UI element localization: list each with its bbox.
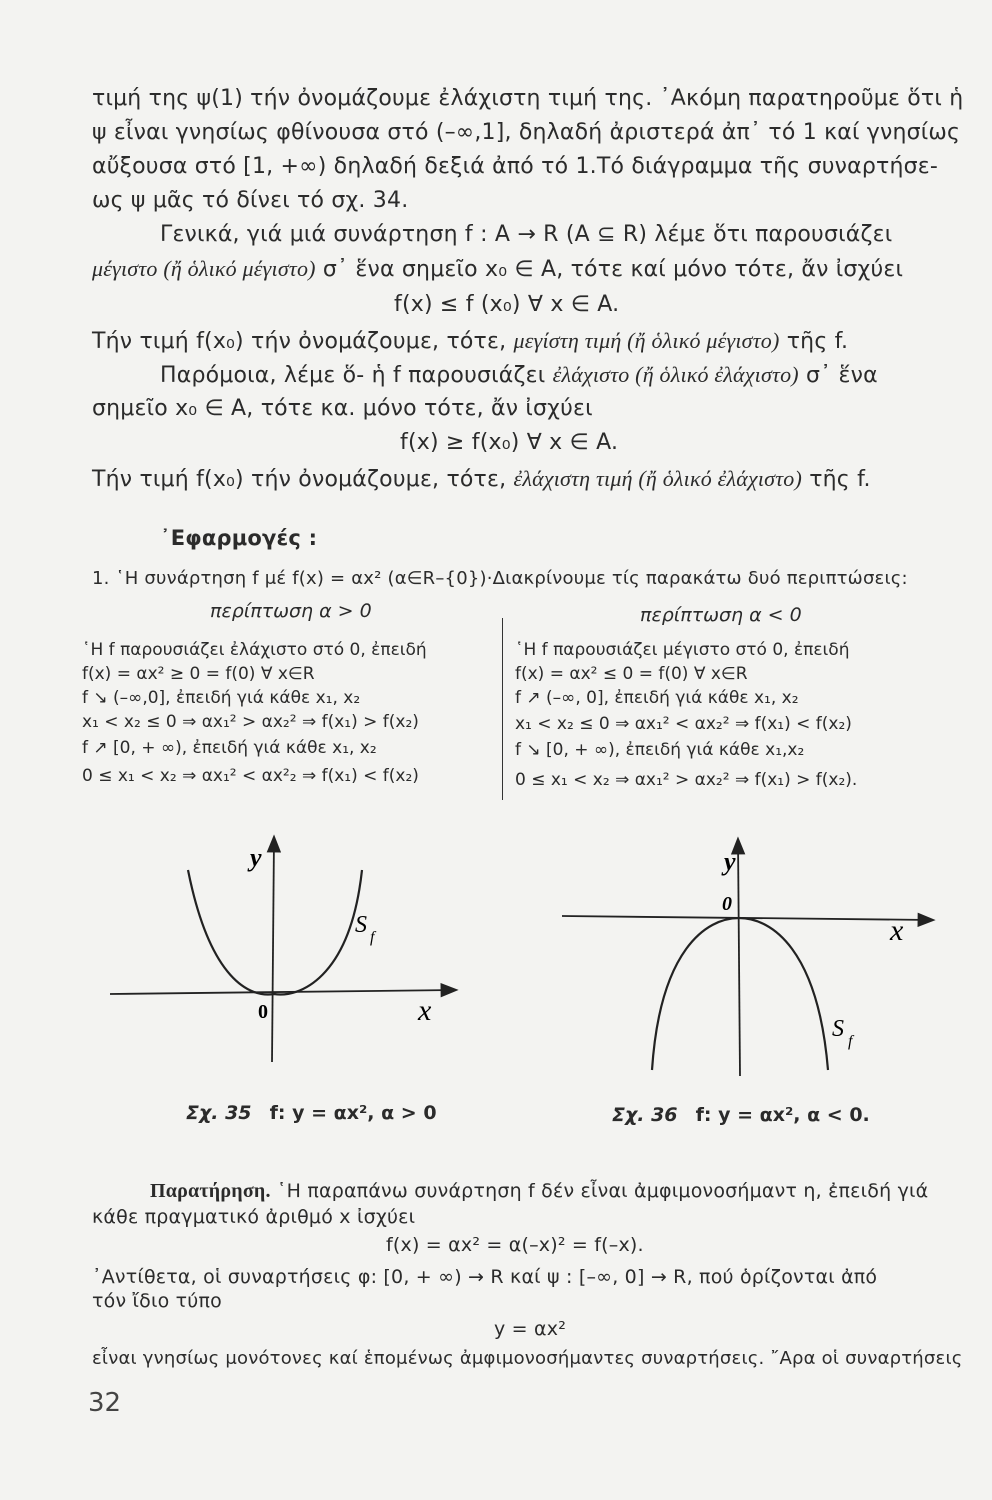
page-number: 32 xyxy=(88,1388,122,1418)
paragraph3-line3 xyxy=(92,466,871,492)
remark-line3: ᾿Αντίθετα, οἱ συναρτήσεις φ: [0, + ∞) → R καί ψ : [–∞, 0] → R, πού ὁρίζονται ἀπό xyxy=(92,1266,878,1288)
figure-36 xyxy=(556,830,946,1080)
case-left-line1: ῾Η f παρουσιάζει ἐλάχιστο στό 0, ἐπειδή xyxy=(82,640,427,660)
y-axis xyxy=(272,838,274,1062)
case-right-line5: f ↘ [0, + ∞), ἐπειδή γιά κάθε x₁,x₂ xyxy=(515,740,805,760)
paragraph2-line1: Γενικά, γιά μιά συνάρτηση f : A → R (A ⊆ R) λέμε ὅτι παρουσιάζει xyxy=(160,222,893,247)
paragraph2-line3-end: τῆς f. xyxy=(779,329,849,354)
fig35-x-label: x xyxy=(418,994,432,1027)
fig36-caption-num: Σχ. 36 xyxy=(612,1104,678,1126)
fig36-curve-label: S xyxy=(832,1016,844,1042)
fig35-curve-label: S xyxy=(355,912,367,938)
paragraph3-line3-end: τῆς f. xyxy=(802,467,871,492)
paragraph1-line4: ως ψ μᾶς τό δίνει τό σχ. 34. xyxy=(92,188,409,213)
fig36-caption-text: f: y = αx², α < 0. xyxy=(695,1104,870,1126)
case-right-line2: f(x) = αx² ≤ 0 = f(0) ∀ x∈R xyxy=(515,664,748,684)
paragraph1-line1: τιμή της ψ(1) τήν ὀνομάζουμε ἐλάχιστη τιμή της. ᾿Ακόμη παρατηροῦμε ὅτι ἡ xyxy=(92,86,964,111)
case-right-line6: 0 ≤ x₁ < x₂ ⇒ αx₁² > αx₂² ⇒ f(x₁) > f(x₂). xyxy=(515,770,858,790)
applications-heading: ᾿Εφαρμογές : xyxy=(160,526,318,550)
fig35-origin-label: 0 xyxy=(258,1001,268,1023)
case-left-line5: f ↗ [0, + ∞), ἐπειδή γιά κάθε x₁, x₂ xyxy=(82,738,377,758)
formula-maximum: f(x) ≤ f (x₀) ∀ x ∈ A. xyxy=(394,292,620,317)
column-divider xyxy=(502,618,503,800)
remark-formula1: f(x) = αx² = α(–x)² = f(–x). xyxy=(386,1234,644,1256)
paragraph3-line2: σημεῖο x₀ ∈ A, τότε κα. μόνο τότε, ἄν ἰσχύει xyxy=(92,396,593,421)
fig36-caption xyxy=(612,1104,870,1126)
parabola-up xyxy=(188,870,362,995)
fig36-origin-label: 0 xyxy=(722,893,732,915)
fig35-caption-text: f: y = αx², α > 0 xyxy=(269,1102,437,1124)
case-left-line6: 0 ≤ x₁ < x₂ ⇒ αx₁² < αx²₂ ⇒ f(x₁) < f(x₂) xyxy=(82,766,419,786)
paragraph1-line2: ψ εἶναι γνησίως φθίνουσα στό (–∞,1], δηλαδή ἀριστερά ἀπ᾿ τό 1 καί γνησίως xyxy=(92,120,961,145)
fig36-x-label: x xyxy=(890,914,904,947)
term-maximum: μέγιστο (ἤ ὁλικό μέγιστο) xyxy=(92,256,316,281)
fig35-curve-sub: f xyxy=(370,929,375,946)
term-max-value: μεγίστη τιμή (ἤ ὁλικό μέγιστο) xyxy=(513,328,780,353)
case-left-line4: x₁ < x₂ ≤ 0 ⇒ αx₁² > αx₂² ⇒ f(x₁) > f(x₂) xyxy=(82,712,419,732)
paragraph2-line2-rest: σ᾿ ἕνα σημεῖο x₀ ∈ A, τότε καί μόνο τότε, ἄν ἰσχύει xyxy=(315,257,904,282)
term-minimum: ἐλάχιστο (ἤ ὁλικό ἐλάχιστο) xyxy=(552,362,799,387)
paragraph3-line1-end: σ᾿ ἕνα xyxy=(798,363,878,388)
paragraph2-line2 xyxy=(92,256,903,282)
paragraph2-line3-start: Τήν τιμή f(x₀) τήν ὀνομάζουμε, τότε, xyxy=(92,329,514,354)
remark-line5: εἶναι γνησίως μονότονες καί ἑπομένως ἀμφιμονοσήμαντες συναρτήσεις. ῎Αρα οἱ συναρτήσεις xyxy=(92,1348,963,1369)
fig35-caption-num: Σχ. 35 xyxy=(186,1102,252,1124)
remark-line1-rest: ῾Η παραπάνω συνάρτηση f δέν εἶναι ἀμφιμονοσήμαντ η, ἐπειδή γιά xyxy=(270,1180,929,1202)
term-min-value: ἐλάχιστη τιμή (ἤ ὁλικό ἐλάχιστο) xyxy=(513,466,803,491)
figure-35 xyxy=(100,830,470,1070)
remark-formula2: y = αx² xyxy=(494,1318,567,1340)
case-right-line1: ῾Η f παρουσιάζει μέγιστο στό 0, ἐπειδή xyxy=(515,640,850,660)
paragraph3-line1-start: Παρόμοια, λέμε ὅ- ἡ f παρουσιάζει xyxy=(160,363,553,388)
case-left-title: περίπτωση α > 0 xyxy=(210,600,372,622)
fig35-caption xyxy=(186,1102,437,1124)
case-right-line3: f ↗ (–∞, 0], ἐπειδή γιά κάθε x₁, x₂ xyxy=(515,688,799,708)
case-left-line3: f ↘ (–∞,0], ἐπειδή γιά κάθε x₁, x₂ xyxy=(82,688,361,708)
remark-line2: κάθε πραγματικό ἀριθμό x ἰσχύει xyxy=(92,1206,416,1228)
fig36-curve-sub: f xyxy=(848,1033,853,1050)
paragraph2-line3 xyxy=(92,328,848,354)
fig36-y-label: y xyxy=(724,847,736,876)
remark-line1 xyxy=(150,1180,928,1203)
paragraph3-line1 xyxy=(160,362,878,388)
case-right-title: περίπτωση α < 0 xyxy=(640,604,802,626)
application-1: 1. ῾Η συνάρτηση f μέ f(x) = αx² (α∈R–{0})·Διακρίνουμε τίς παρακάτω δυό περιπτώσεις: xyxy=(92,568,908,589)
remark-heading: Παρατήρηση. xyxy=(150,1180,271,1202)
paragraph1-line3: αὔξουσα στό [1, +∞) δηλαδή δεξιά ἀπό τό 1.Τό διάγραμμα τῆς συναρτήσε- xyxy=(92,154,938,179)
paragraph3-line3-start: Τήν τιμή f(x₀) τήν ὀνομάζουμε, τότε, xyxy=(92,467,514,492)
case-left-line2: f(x) = αx² ≥ 0 = f(0) ∀ x∈R xyxy=(82,664,315,684)
fig35-y-label: y xyxy=(250,843,262,872)
formula-minimum: f(x) ≥ f(x₀) ∀ x ∈ A. xyxy=(400,430,619,455)
case-right-line4: x₁ < x₂ ≤ 0 ⇒ αx₁² < αx₂² ⇒ f(x₁) < f(x₂) xyxy=(515,714,852,734)
y-axis xyxy=(738,840,740,1076)
remark-line4: τόν ἴδιο τύπο xyxy=(92,1290,222,1312)
